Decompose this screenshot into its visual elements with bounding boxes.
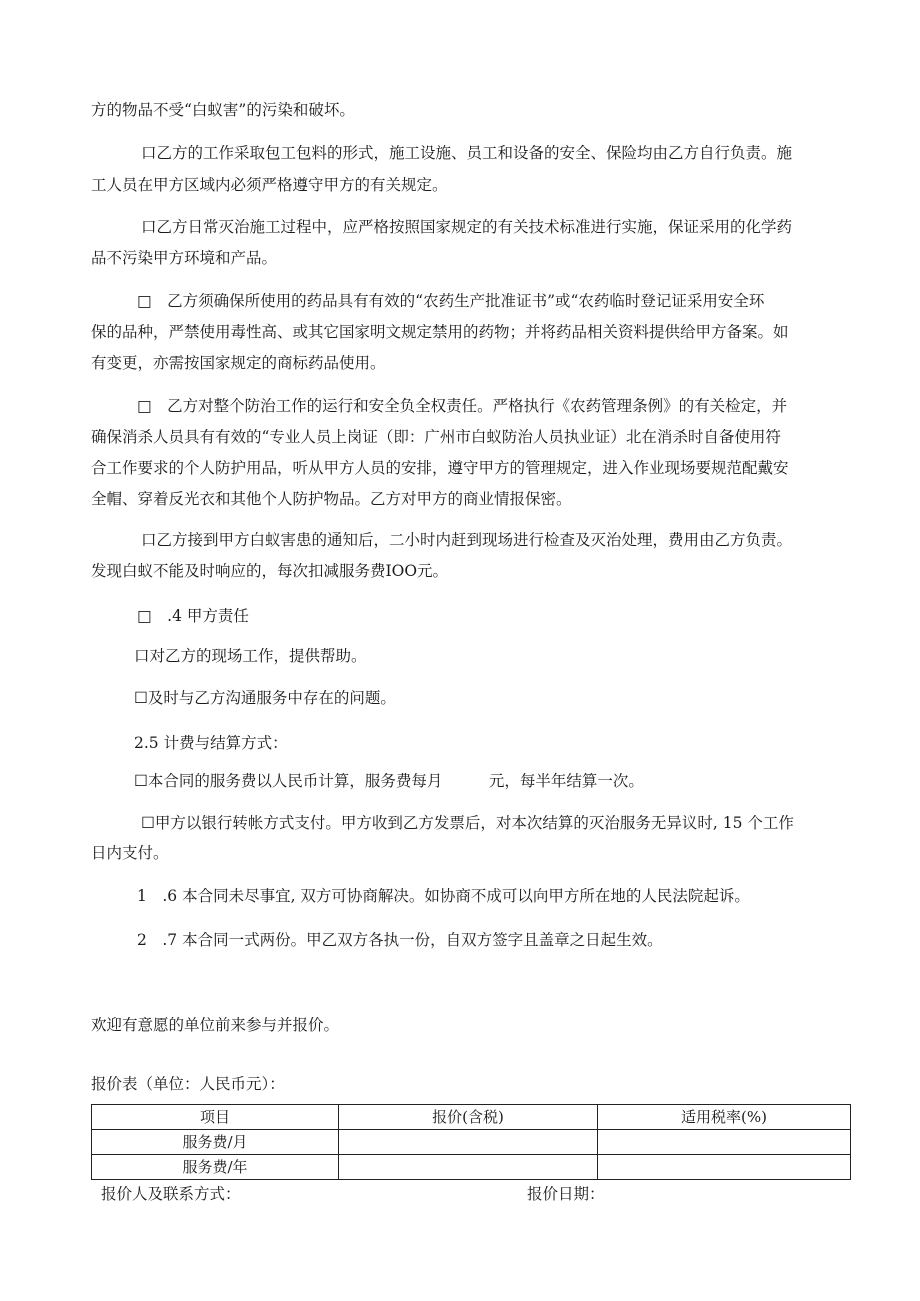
section-heading: □ .4 甲方责任: [137, 607, 249, 625]
tax-rate-input-cell[interactable]: [598, 1130, 851, 1155]
table-cell: 服务费/月: [92, 1130, 339, 1155]
table-header-cell: 项目: [92, 1105, 339, 1130]
paragraph-line: 口乙方的工作采取包工包料的形式，施工设施、员工和设备的安全、保险均由乙方自行负责。施: [141, 144, 793, 162]
paragraph-line: 有变更，亦需按国家规定的商标药品使用。: [91, 354, 386, 372]
welcome-text: 欢迎有意愿的单位前来参与并报价。: [91, 1016, 340, 1034]
table-header-cell: 适用税率(%): [598, 1105, 851, 1130]
paragraph-line: □ 乙方对整个防治工作的运行和安全负全权责任。严格执行《农药管理条例》的有关检定，并: [137, 397, 788, 415]
paragraph-line: 方的物品不受“白蚁害”的污染和破坏。: [91, 101, 355, 119]
paragraph-line: 品不污染甲方环境和产品。: [91, 249, 278, 267]
table-cell: 服务费/年: [92, 1155, 339, 1180]
section-heading: 1 .6 本合同未尽事宜, 双方可协商解决。如协商不成可以向甲方所在地的人民法院起诉。: [137, 887, 750, 905]
price-input-cell[interactable]: [339, 1130, 598, 1155]
paragraph-line: 口乙方接到甲方白蚁害患的通知后，二小时内赶到现场进行检查及灭治处理，费用由乙方负责。: [141, 531, 793, 549]
paragraph-line: 保的品种，严禁使用毒性高、或其它国家明文规定禁用的药物；并将药品相关资料提供给甲方备案。如: [91, 323, 789, 341]
paragraph-line: 日内支付。: [91, 844, 169, 862]
paragraph-line: 全帽、穿着反光衣和其他个人防护物品。乙方对甲方的商业情报保密。: [91, 490, 572, 508]
section-heading: 2 .7 本合同一式两份。甲乙双方各执一份，自双方签字且盖章之日起生效。: [137, 931, 663, 949]
paragraph-line: 确保消杀人员具有有效的“专业人员上岗证（即：广州市白蚁防治人员执业证）北在消杀时自备使用符: [91, 428, 781, 446]
price-input-cell[interactable]: [339, 1155, 598, 1180]
date-label: 报价日期：: [527, 1185, 605, 1203]
paragraph-line: 合工作要求的个人防护用品，听从甲方人员的安排，遵守甲方的管理规定，进入作业现场要规范配戴安: [91, 459, 789, 477]
tax-rate-input-cell[interactable]: [598, 1155, 851, 1180]
paragraph-line: 发现白蚁不能及时响应的，每次扣减服务费IOO元。: [91, 562, 449, 580]
section-heading: 2.5 计费与结算方式：: [134, 734, 288, 752]
paragraph-line: ☐甲方以银行转帐方式支付。甲方收到乙方发票后，对本次结算的灭治服务无异议时, 15 个工作: [141, 814, 794, 832]
paragraph-line: □ 乙方须确保所使用的药品具有有效的“农药生产批准证书”或“农药临时登记证采用安全环: [137, 292, 765, 310]
paragraph-line: 口对乙方的现场工作，提供帮助。: [134, 647, 367, 665]
table-row: [92, 1130, 851, 1155]
paragraph-line: 工人员在甲方区域内必须严格遵守甲方的有关规定。: [91, 176, 448, 194]
table-caption: 报价表（单位：人民币元）：: [91, 1075, 285, 1093]
paragraph-line: ☐及时与乙方沟通服务中存在的问题。: [134, 689, 396, 707]
quote-table: [91, 1104, 851, 1180]
table-header-row: [92, 1105, 851, 1130]
table-row: [92, 1155, 851, 1180]
paragraph-line: 口乙方日常灭治施工过程中，应严格按照国家规定的有关技术标准进行实施，保证采用的化学药: [141, 218, 793, 236]
table-header-cell: 报价(含税): [339, 1105, 598, 1130]
contact-label: 报价人及联系方式：: [101, 1185, 241, 1203]
paragraph-line: ☐本合同的服务费以人民币计算，服务费每月 元，每半年结算一次。: [134, 772, 644, 790]
